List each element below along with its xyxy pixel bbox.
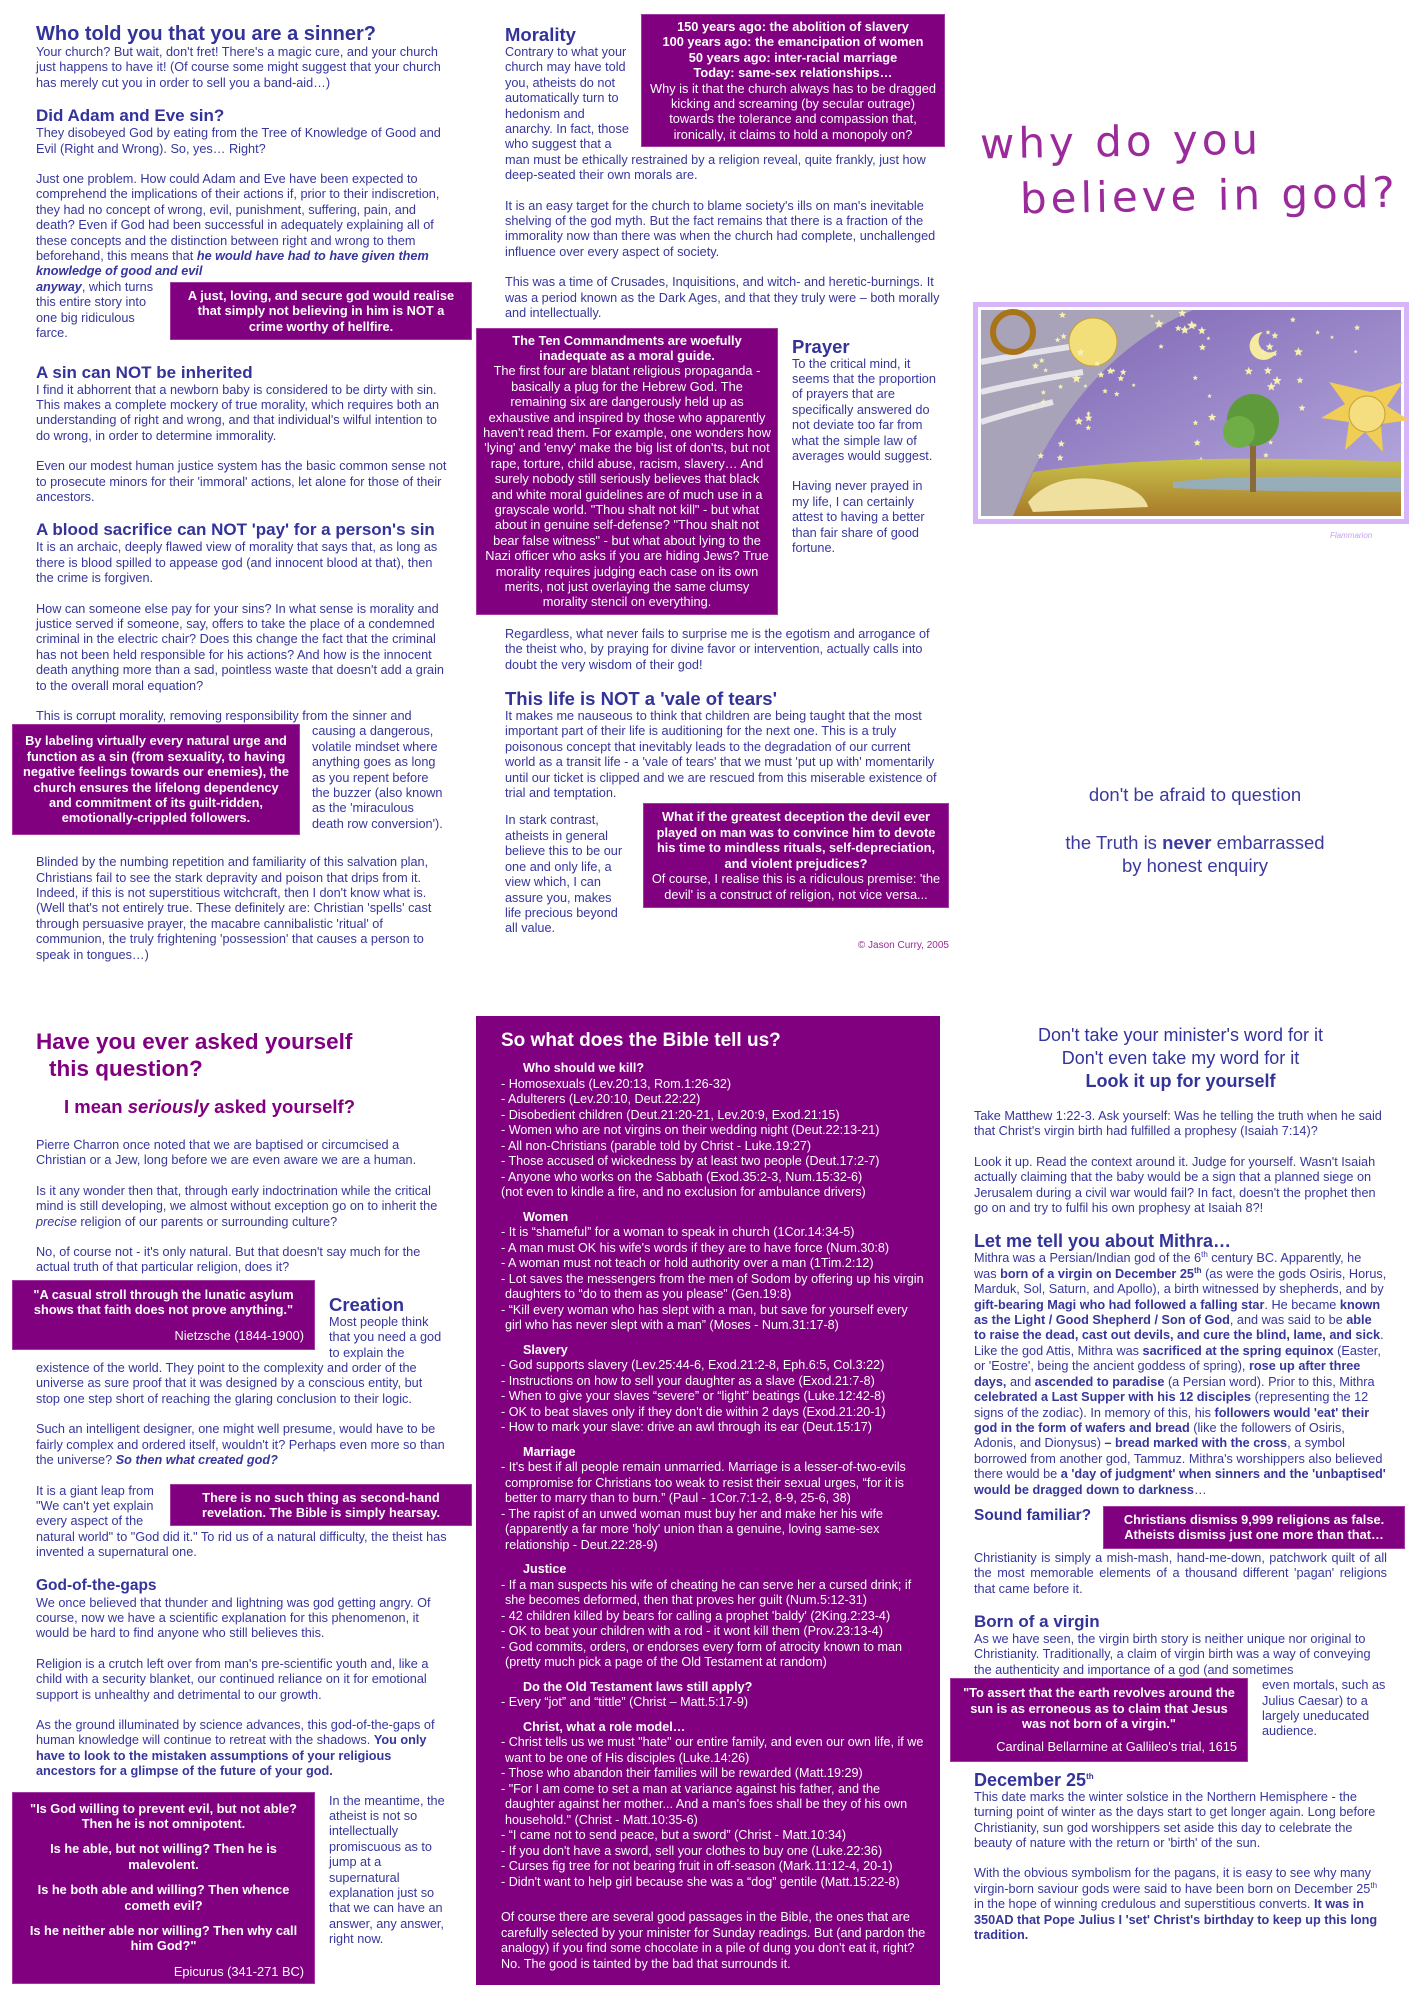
heading-sinner: Who told you that you are a sinner? — [36, 23, 377, 45]
callout-just-god: A just, loving, and secure god would realise that simply not believing in him is NOT a crime worthy of hellfire. — [170, 282, 472, 340]
ten-commandments-title: The Ten Commandments are woefully inadequate as a moral guide. — [512, 332, 742, 363]
bible-verse-item: - Disobedient children (Deut.21:20-21, Lev.20:9, Exod.21:15) — [501, 1107, 840, 1122]
nietzsche-quote: "A casual stroll through the lunatic asylum shows that faith does not prove anything." — [33, 1286, 294, 1318]
bible-verse-item: - Curses fig tree for not bearing fruit in off-season (Mark.11:12-4, 20-1) — [501, 1859, 893, 1873]
emphasis-bold: celebrated a Last Supper with his 12 disciples — [974, 1390, 1252, 1405]
text-run: Just one problem. How could Adam and Eve have been expected to comprehend the implications of their actions if, prior to their indiscretion, they had no concept of wrong, evil, punishment, suffering, pain, and death? Even if God had been successful in adequately explaining all of these concepts and the distinction between right and wrong to them beforehand, this means that — [36, 172, 440, 264]
bible-verse-item: - Those accused of wickedness by at least two people (Deut.17:2-7) — [501, 1154, 880, 1168]
bible-verse-item: - God commits, orders, or endorses every form of atrocity known to man (pretty much pick a page of the Old Testament at random) — [501, 1639, 903, 1669]
paragraph — [974, 1866, 1387, 1943]
paragraph: Religion is a crutch left over from man's pre-scientific youth and, like a child with a security blanket, our continued reliance on it for emotional support is unhealthy and detrimental to our growth. — [36, 1656, 429, 1702]
heading-asked-1: Have you ever asked yourself — [36, 1029, 353, 1054]
bible-verse-item: (not even to kindle a fire, and no exclusion for ambulance drivers) — [501, 1185, 866, 1199]
text-run: As the ground illuminated by science advances, this god-of-the-gaps of human knowledge will continue to retreat with the shadows. — [36, 1717, 435, 1748]
bible-verse-item: - 42 children killed by bears for calling a prophet 'baldy' (2King.2:23-4) — [501, 1608, 891, 1623]
bible-verse-item: - Women who are not virgins on their wedding night (Deut.22:13-21) — [501, 1123, 880, 1137]
bible-verse-item: - It is “shameful” for a woman to speak in church (1Cor.14:34-5) — [501, 1225, 855, 1239]
paragraph: It is an archaic, deeply flawed view of morality that says that, as long as there is blood spilled to appease god (and innocent blood at that), then the crime is forgiven. — [36, 540, 438, 586]
years-line: 50 years ago: inter-racial marriage — [688, 49, 898, 65]
epicurus-stanza: Is he able, but not willing? Then he is malevolent. — [50, 1841, 277, 1872]
heading-mithra: Let me tell you about Mithra… — [974, 1231, 1232, 1252]
bible-section — [501, 1562, 926, 1671]
bible-verse-item: - “I came not to send peace, but a sword” (Christ - Matt.10:34) — [501, 1828, 847, 1842]
paragraph: Even our modest human justice system has the basic common sense not to prosecute minors for their 'immoral' actions, let alone for those of their ancestors. — [36, 459, 447, 504]
paragraph: Having never prayed in my life, I can certainly attest to having a better than fair share of good fortune. — [792, 479, 925, 555]
bible-section-title: Slavery — [523, 1342, 568, 1357]
heading-asked-2: this question? — [49, 1056, 203, 1081]
callout-ten-commandments — [476, 328, 778, 615]
years-line: Today: same-sex relationships… — [693, 65, 893, 81]
headline-minister: Don't take your minister's word for it — [1038, 1025, 1323, 1045]
epicurus-stanza: "Is God willing to prevent evil, but not able? Then he is not omnipotent. — [30, 1800, 297, 1831]
bible-verse-item: - The rapist of an unwed woman must buy her and make her his wife (apparently a far more 'holy' union than a genuine, loving same-sex relationship - Deut.22:28-9) — [501, 1506, 883, 1552]
text-run: (as were the gods Osiris, Horus, Marduk, Sol, Saturn, and Apollo), a birth witnessed by shepherds, and by — [974, 1266, 1387, 1297]
bible-verse-item: - Didn't want to help girl because she was a “dog” gentile (Matt.15:22-8) — [501, 1874, 900, 1889]
paragraph — [36, 1718, 448, 1780]
paragraph: I find it abhorrent that a newborn baby is considered to be dirty with sin. This makes a complete mockery of true morality, which requires both an understanding of right and wrong, and that individual's wilful intention to do wrong, in order to determine immorality. — [36, 382, 440, 443]
emphasis-bold: So then what created god? — [115, 1453, 278, 1468]
top-column-2 — [483, 14, 949, 953]
emphasis-bold: able to raise the dead, cast out devils, and cure the blind, lame, and sick — [974, 1313, 1381, 1343]
paragraph — [36, 1422, 448, 1468]
bible-verse-item: - Christ tells us we must "hate" our entire family, and even our own life, if we want to be one of His disciples (Luke.14:26) — [501, 1735, 924, 1765]
bible-verse-item: - Every “jot” and “tittle” (Christ – Matt.5:17-9) — [501, 1695, 749, 1709]
heading-morality: Morality — [505, 24, 576, 45]
bible-section-title: Do the Old Testament laws still apply? — [523, 1679, 753, 1694]
title-line-1: why do you — [979, 114, 1263, 169]
paragraph: In stark contrast, atheists in general believe this to be our one and only life, a view which, I can assure you, makes life precious beyond all value. — [505, 813, 623, 936]
flammarion-engraving — [973, 302, 1409, 524]
emphasis-bold: gift-bearing Magi who had followed a falling star — [974, 1297, 1265, 1312]
text-run: religion of our parents or surrounding culture? — [76, 1214, 338, 1229]
bible-verse-item: - A man must OK his wife's words if they are to have force (Num.30:8) — [501, 1240, 890, 1255]
callout-nietzsche — [12, 1280, 315, 1350]
bible-verse-item: - If a man suspects his wife of cheating he can serve her a cursed drink; if she becomes deformed, then that proves her guilt (Num.5:12-31) — [501, 1577, 912, 1607]
paragraph — [974, 1251, 1387, 1498]
paragraph: It makes me nauseous to think that children are being taught that the most important part of their life is auditioning for the next one. This is a truly poisonous concept that inevitably leads to the degradation of our current world as a transit life - a 'vale of tears' that we must 'put up with' momentarily until our ticket is clipped and we are rescued from this miserable existence of trial and temptation. — [505, 709, 937, 801]
heading-prayer: Prayer — [792, 335, 850, 357]
paragraph: It is an easy target for the church to blame society's ills on man's inevitable shelving of the god myth. But the fact remains that there is a fraction of the immorality now than there was when the church had complete, unchallenged influence over every aspect of society. — [505, 198, 936, 259]
text-run: . Like the god Attis, Mithra was — [974, 1328, 1384, 1358]
text-run: … — [1193, 1482, 1207, 1497]
text-run: , and was said to be — [1229, 1313, 1347, 1328]
epicurus-stanza: Is he both able and willing? Then whence cometh evil? — [37, 1882, 290, 1913]
emphasis-italic: precise — [36, 1214, 77, 1229]
headline-my-word: Don't even take my word for it — [1061, 1048, 1300, 1068]
text-run: (like the followers of Osiris, Adonis, and Dionysus) — [974, 1420, 1345, 1451]
bottom-column-1 — [29, 1028, 448, 1984]
bible-verse-item: - How to mark your slave: drive an awl through its ear (Deut.15:17) — [501, 1420, 872, 1434]
bible-verse-item: - If you don't have a sword, sell your clothes to buy one (Luke.22:36) — [501, 1843, 883, 1858]
superscript: th — [1193, 1265, 1202, 1275]
bible-verse-item: - Homosexuals (Lev.20:13, Rom.1:26-32) — [501, 1076, 732, 1091]
paragraph: No, of course not - it's only natural. But that doesn't say much for the actual truth of that particular religion, does it? — [36, 1245, 421, 1275]
text-run: . He became — [1264, 1297, 1340, 1312]
text-run: Such an intelligent designer, one might well presume, would have to be fairly complex and ordered itself, wouldn't it? Perhaps even more so than the universe? — [36, 1422, 445, 1468]
bible-title: So what does the Bible tell us? — [501, 1030, 781, 1051]
paragraph: It is a giant leap from "We can't yet explain every aspect of the natural world" to "God did it." To rid us of a natural difficulty, the theist has invented a supernatural one. — [36, 1483, 447, 1560]
emphasis-bold: never — [1162, 832, 1212, 853]
paragraph: How can someone else pay for your sins? In what sense is morality and justice served if someone, say, offers to take the place of a condemned criminal in the electric chair? Does this change the fact that the criminal has not been held responsible for his actions? And how is the innocent death anything more than a sad, pointless waste that doesn't add a grain to the overall moral equation? — [36, 601, 444, 693]
paragraph: Look it up. Read the context around it. Judge for yourself. Wasn't Isaiah actually claiming that the baby would be a sign that a planned siege on Jerusalem during a civil war would fail? In fact, doesn't the prophet then go on and try to fulfil his own prophesy at Isaiah 8?! — [974, 1154, 1376, 1216]
callout-bellarmine — [950, 1678, 1248, 1762]
bible-verse-item: - Adulterers (Lev.20:10, Deut.22:22) — [501, 1092, 701, 1106]
bible-section — [501, 1343, 926, 1436]
heading-december-25 — [974, 1766, 1387, 1790]
flammarion-illustration — [973, 302, 1409, 524]
text-run: Is it any wonder then that, through early indoctrination while the critical mind is still developing, we almost without exception go on to inherit the — [36, 1183, 438, 1214]
paragraph: This is corrupt morality, removing responsibility from the sinner and — [36, 709, 412, 723]
callout-devil — [643, 803, 949, 907]
text-run: (a Persian word). Prior to this, Mithra — [1164, 1374, 1375, 1389]
bible-verse-item: - All non-Christians (parable told by Christ - Luke.19:27) — [501, 1138, 812, 1153]
bible-verse-item: - Anyone who works on the Sabbath (Exod.35:2-3, Num.15:32-6) — [501, 1169, 863, 1184]
text-run: December 25 — [974, 1769, 1087, 1790]
text-run: With the obvious symbolism for the pagans, it is easy to see why many virgin-born saviour gods were said to have been born on December 25 — [974, 1866, 1372, 1896]
bible-section-title: Who should we kill? — [523, 1061, 645, 1075]
years-line: 150 years ago: the abolition of slavery — [677, 19, 909, 34]
emphasis-bold: ascended to paradise — [1034, 1374, 1165, 1389]
paragraph: They disobeyed God by eating from the Tree of Knowledge of Good and Evil (Right and Wrong). So, yes… Right? — [36, 126, 441, 156]
paragraph: Take Matthew 1:22-3. Ask yourself: Was he telling the truth when he said that Christ's virgin birth had fulfilled a prophesy (Isaiah 7:14)? — [974, 1109, 1382, 1139]
superscript: th — [1201, 1250, 1208, 1260]
copyright: © Jason Curry, 2005 — [857, 939, 949, 951]
nietzsche-attribution: Nietzsche (1844-1900) — [174, 1327, 304, 1343]
text-run: century BC. Apparently, he was — [974, 1251, 1362, 1281]
callout-hearsay: There is no such thing as second-hand revelation. The Bible is simply hearsay. — [170, 1484, 472, 1527]
ten-commandments-body: The first four are blatant religious propaganda - basically a plug for the Hebrew God. The remaining six are dangerously held up as exhaustive and inspired by those who apparently haven't read them. For example, one wonders how 'lying' and 'envy' make the big list of don'ts, but not rape, torture, child abuse, racism, slavery… And surely nobody still seriously believes that black and white moral guidelines are of much use in a grayscale world. "Thou shalt not kill" - but what about in genuine self-defense? "Thou shalt not bear false witness" - but what about lying to the Nazi officer who asks if you are hiding Jews? True morality requires judging each case on its own merits, not just overlaying the same clumsy morality stencil on everything. — [483, 363, 771, 610]
bible-section-title: Marriage — [523, 1444, 576, 1459]
paragraph: even mortals, such as Julius Caesar) to a largely uneducated audience. — [1262, 1678, 1386, 1739]
paragraph: Christianity is simply a mish-mash, hand-me-down, patchwork quilt of all the most memorable elements of a thousand different 'pagan' religions that came before it. — [974, 1550, 1387, 1596]
text-run: asked yourself? — [209, 1096, 356, 1117]
emphasis-bold: rose up after three days, — [974, 1359, 1361, 1389]
paragraph — [36, 172, 448, 280]
callout-labeling: By labeling virtually every natural urge and function as a sin (from sexuality, to having negative feelings towards our enemies), the church ensures the lifelong dependency and commitment of its guilt-ridden, emotionally-crippled followers. — [12, 724, 300, 834]
bible-verse-item: - "For I am come to set a man at variance against his father, and the daughter against her mother... And a man's foes shall be they of his own household." (Christ - Matt.10:35-6) — [501, 1781, 908, 1827]
emphasis-italic: seriously — [127, 1096, 209, 1117]
devil-question: What if the greatest deception the devil ever played on man was to convince him to devote his time to mindless rituals, self-depreciation, and violent prejudices? — [656, 809, 936, 871]
callout-progress-years — [641, 14, 945, 147]
bible-section-title: Justice — [523, 1562, 567, 1576]
tagline-truth — [975, 831, 1415, 854]
emphasis-bold: known as the Light / Good Shepherd / Son of God — [974, 1297, 1381, 1328]
bible-section — [501, 1061, 926, 1201]
heading-blood-sacrifice: A blood sacrifice can NOT 'pay' for a person's sin — [36, 520, 435, 540]
emphasis-bold: You only have to look to the mistaken assumptions of your religious ancestors for a glimpse of the future of your god. — [36, 1733, 427, 1779]
heading-seriously — [36, 1096, 448, 1118]
bible-section — [501, 1680, 926, 1711]
emphasis-bold: born of a virgin on December 25 — [1000, 1266, 1194, 1281]
text-run: Mithra was a Persian/Indian god of the 6 — [974, 1251, 1202, 1266]
paragraph: Your church? But wait, don't fret! There's a magic cure, and your church just happens to have it! (Of course some might suggest that your church has merely cut you in order to sell you a band-aid…) — [36, 45, 441, 90]
bellarmine-attribution: Cardinal Bellarmine at Gallileo's trial, 1615 — [996, 1739, 1237, 1755]
tagline-question: don't be afraid to question — [1088, 784, 1302, 805]
top-column-1 — [23, 23, 455, 978]
bible-verse-item: - OK to beat your children with a rod - it wont kill them (Prov.23:13-4) — [501, 1624, 883, 1638]
paragraph: Blinded by the numbing repetition and familiarity of this salvation plan, Christians fail to see the stark depravity and poison that drips from it. Indeed, if this is not superstitious witchcraft, then I don't know what is. (Well that's not entirely true. These definitely are: Christian 'spells' cast through persuasive prayer, the macabre cannibalistic 'ritual' of communion, the truly frightening 'possession' that causes a person to speak in tongues…) — [36, 855, 432, 962]
paragraph: To the critical mind, it seems that the proportion of prayers that are specifically answered do not deviate too far from what the simple law of averages would suggest. — [792, 356, 936, 463]
image-caption: Flammarion — [1330, 531, 1373, 540]
superscript: th — [1370, 1880, 1378, 1890]
heading-vale-of-tears: This life is NOT a 'vale of tears' — [505, 688, 777, 710]
bible-closing: Of course there are several good passages in the Bible, the ones that are carefully selected by your minister for Sunday readings. But (and pardon the analogy) if you find some chocolate in a pile of dung you don't eat it, right? No. The good is tainted by the bad that surrounds it. — [501, 1910, 926, 1971]
bible-verse-item: - Lot saves the messengers from the men of Sodom by offering up his virgin daughters to “do to them as you please” (Gen.19:8) — [501, 1271, 924, 1301]
bible-section — [501, 1720, 926, 1891]
callout-dismiss: Christians dismiss 9,999 religions as false. Atheists dismiss just one more than that… — [1103, 1506, 1405, 1549]
bible-sections — [501, 1061, 926, 1890]
bible-section-title: Christ, what a role model… — [523, 1719, 686, 1734]
text-run: (Easter, or 'Eostre', being the ancient goddess of spring), — [974, 1343, 1381, 1374]
text-run: in the hope of winning credulous and superstitious converts. — [974, 1897, 1314, 1912]
paragraph: In the meantime, the atheist is not so intellectually promiscuous as to jump at a supernatural explanation just so that we can have an answer, any answer, right now. — [329, 1793, 445, 1947]
paragraph: As we have seen, the virgin birth story is neither unique nor original to Christianity. Traditionally, a claim of virgin birth was a way of conveying the authenticity and importance of a god (and sometimes — [974, 1631, 1371, 1677]
heading-creation: Creation — [329, 1293, 405, 1315]
paragraph: Contrary to what your church may have told you, atheists do not automatically turn to hedonism and anarchy. In fact, those who suggest that a man must be ethically restrained by a religion reveal, quite frankly, just how deep-seated their own morals are. — [505, 45, 926, 183]
text-run: and — [1006, 1374, 1035, 1389]
paragraph: Regardless, what never fails to surprise me is the egotism and arrogance of the theist who, by praying for divine favor or intervention, actually calls into doubt the very wisdom of their god! — [505, 626, 930, 672]
heading-god-of-the-gaps: God-of-the-gaps — [36, 1576, 157, 1594]
paragraph: Pierre Charron once noted that we are baptised or circumcised a Christian or a Jew, long before we are even aware we are a human. — [36, 1138, 417, 1168]
text-run: , which turns this entire story into one big ridiculous farce. — [36, 279, 154, 341]
text-run: (representing the 12 signs of the zodiac). In memory of this, his — [974, 1390, 1369, 1420]
paragraph: Most people think that you need a god to explain the existence of the world. They point to the complexity and order of the universe as sure proof that it was designed by a conscious entity, but stop one step short of reaching the glaring conclusion to their logic. — [36, 1314, 442, 1406]
bible-verse-item: - It's best if all people remain unmarried. Marriage is a lesser-of-two-evils compromise for Christians too weak to resist their sexual urges, “for it is better to marry than to burn.” (Paul - 1Cor.7:1-2, 8-9, 25-6, 38) — [501, 1460, 906, 1505]
bible-verse-item: - A woman must not teach or hold authority over a man (1Tim.2:12) — [501, 1256, 874, 1270]
bible-verse-item: - God supports slavery (Lev.25:44-6, Exod.21:2-8, Eph.6:5, Col.3:22) — [501, 1358, 885, 1372]
bible-verse-item: - OK to beat slaves only if they don't die within 2 days (Exod.21:20-1) — [501, 1404, 886, 1419]
bible-box — [476, 1016, 940, 1985]
text-run: , a symbol borrowed from another god, Tammuz. Mithra's worshippers also believed there would be — [974, 1436, 1383, 1482]
emphasis-bold: a 'day of judgment' when sinners and the 'unbaptised' would be dragged down to darkness — [974, 1467, 1386, 1497]
text-run: embarrassed — [1211, 832, 1325, 853]
epicurus-attribution: Epicurus (341-271 BC) — [173, 1963, 304, 1979]
text-run: I mean — [64, 1096, 128, 1117]
paragraph: causing a dangerous, volatile mindset where anything goes as long as you repent before the buzzer (also known as the 'miraculous death row conversion'). — [312, 724, 443, 831]
bible-verse-item: - “Kill every woman who has slept with a man, but save for yourself every girl who has never slept with a man” (Moses - Num.31:17-8) — [501, 1302, 908, 1332]
bottom-column-3 — [963, 1024, 1387, 1958]
heading-inherit: A sin can NOT be inherited — [36, 362, 253, 382]
emphasis-bold: sacrificed at the spring equinox — [1142, 1343, 1334, 1358]
outer-sun-icon — [1069, 318, 1117, 366]
emphasis-bold: anyway — [36, 279, 82, 294]
bible-verse-item: - Those who abandon their families will be rewarded (Matt.19:29) — [501, 1766, 863, 1780]
tagline-enquiry: by honest enquiry — [1121, 855, 1269, 876]
paragraph: We once believed that thunder and lightning was god getting angry. Of course, now we have a scientific explanation for this phenomenon, it would be hard to find anyone who still believes this. — [36, 1595, 431, 1641]
heading-adam-eve: Did Adam and Eve sin? — [36, 106, 225, 126]
years-question: Why is it that the church always has to be dragged kicking and screaming (by secular outrage) towards the tolerance and compassion that, ironically, it claims to hold a monopoly on? — [650, 80, 936, 142]
headline-look-it-up: Look it up for yourself — [1085, 1071, 1276, 1091]
emphasis-bold: he would have had to have given them knowledge of good and evil — [36, 249, 429, 279]
bellarmine-quote: "To assert that the earth revolves around the sun is as erroneous as to claim that Jesus was not born of a virgin." — [963, 1685, 1235, 1731]
text-run: the Truth is — [1065, 832, 1163, 853]
devil-note: Of course, I realise this is a ridiculous premise: 'the devil' is a construct of religion, not vice versa... — [651, 871, 941, 902]
epicurus-stanza: Is he neither able nor willing? Then why call him God?" — [29, 1923, 298, 1954]
title-line-2: believe in god? — [1019, 167, 1400, 224]
paragraph: This date marks the winter solstice in the Northern Hemisphere - the turning point of winter as the days start to get longer again. Long before Christianity, sun god worshippers set aside this day to celebrate the beauty of nature with the return or 'birth' of the sun. — [974, 1789, 1376, 1851]
paragraph — [36, 1184, 448, 1230]
callout-epicurus — [12, 1792, 315, 1985]
bible-section — [501, 1210, 926, 1334]
bible-section-title: Women — [523, 1209, 569, 1224]
bible-verse-item: - Instructions on how to sell your daughter as a slave (Exod.21:7-8) — [501, 1373, 875, 1388]
bible-section — [501, 1445, 926, 1554]
heading-born-of-virgin: Born of a virgin — [974, 1611, 1100, 1631]
bible-verse-item: - When to give your slaves “severe” or “light” beatings (Luke.12:42-8) — [501, 1389, 886, 1403]
heading-sound-familiar: Sound familiar? — [974, 1506, 1092, 1524]
emphasis-bold: followers would 'eat' their god in the form of wafers and bread — [974, 1405, 1370, 1435]
emphasis-bold: – bread marked with the cross — [1104, 1436, 1288, 1451]
years-line: 100 years ago: the emancipation of women — [662, 34, 924, 50]
emphasis-bold: It was in 350AD that Pope Julius I 'set' Christ's birthday to keep up this long tradition. — [974, 1897, 1378, 1943]
paragraph: This was a time of Crusades, Inquisitions, and witch- and heretic-burnings. It was a period known as the Dark Ages, and that they truly were – both morally and intellectually. — [505, 275, 940, 321]
superscript: th — [1086, 1771, 1094, 1781]
